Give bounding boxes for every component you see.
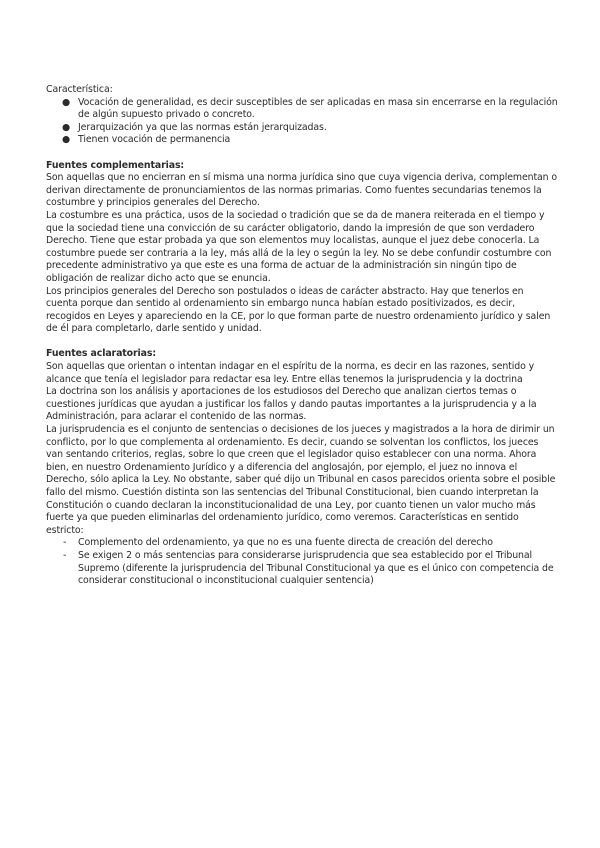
- characteristics-list: [46, 97, 558, 147]
- strict-characteristics-list: [46, 537, 558, 587]
- list-item-text: Jerarquización ya que las normas están jerarquizadas.: [78, 121, 327, 133]
- list-item: [46, 122, 558, 135]
- section-heading-complementarias: Fuentes complementarias:: [46, 159, 185, 171]
- dash-icon: -: [63, 537, 67, 549]
- paragraph: Son aquellas que no encierran en sí misma una norma jurídica sino que cuya vigencia deriva, complementan o derivan directamente de pronunciamientos de las normas primarias. Como fuentes secundarias tenemos la costumbre y principios generales del Derecho.: [46, 172, 558, 209]
- paragraph: La jurisprudencia es el conjunto de sentencias o decisiones de los jueces y magistrados a la hora de dirimir un conflicto, por lo que complementa al ordenamiento. Es decir, cuando se solventan los conflictos, los jueces van sentando criterios, reglas, sobre lo que creen que el legislador quiso establecer con una norma. Ahora bien, en nuestro Ordenamiento Jurídico y a diferencia del anglosajón, por ejemplo, el juez no innova el Derecho, sólo aplica la Ley. No obstante, saber qué dijo un Tribunal en casos parecidos orienta sobre el posible fallo del mismo. Cuestión distinta son las sentencias del Tribunal Constitucional, bien cuando interpretan la Constitución o cuando declaran la inconstitucionalidad de una Ley, por cuanto tienen un valor mucho más fuerte ya que pueden eliminarlas del ordenamiento jurídico, como veremos. Características en sentido estricto:: [46, 424, 556, 536]
- list-item-text: Vocación de generalidad, es decir susceptibles de ser aplicadas en masa sin encerrarse en la regulación de algún supuesto privado o concreto.: [78, 96, 558, 121]
- spacer: [46, 336, 558, 349]
- dash-icon: -: [63, 549, 67, 561]
- list-item-text: Se exigen 2 o más sentencias para considerarse jurisprudencia que sea establecido por el Tribunal Supremo (diferente la jurisprudencia del Tribunal Constitucional ya que es el único con competencia de considerar constitucional o inconstitucional cualquier sentencia): [78, 549, 554, 587]
- list-item: [46, 134, 558, 147]
- paragraph: Son aquellas que orientan o intentan indagar en el espíritu de la norma, es decir en las razones, sentido y alcance que tenía el legislador para redactar esa ley. Entre ellas tenemos la jurisprudencia y la doctrina: [46, 361, 535, 385]
- list-item: [46, 550, 558, 588]
- paragraph: La costumbre es una práctica, usos de la sociedad o tradición que se da de manera reiterada en el tiempo y que la sociedad tiene una convicción de su carácter obligatorio, dando la impresión de que son verdadero Derecho. Tiene que estar probada ya que son elementos muy localistas, aunque el juez debe conocerla. La costumbre puede ser contraria a la ley, más allá de la ley o según la ley. No se debe confundir costumbre con precedente administrativo ya que este es una forma de actuar de la administración sin ningún tipo de obligación de realizar dicho acto que se enuncia.: [46, 209, 552, 284]
- paragraph: La doctrina son los análisis y aportaciones de los estudiosos del Derecho que analizan ciertos temas o cuestiones jurídicas que ayudan a justificar los fallos y dando pautas importantes a la jurisprudencia y a la Administración, para aclarar el contenido de las normas.: [46, 386, 537, 423]
- characteristics-label: Característica:: [46, 84, 113, 95]
- list-item-text: Complemento del ordenamiento, ya que no es una fuente directa de creación del derecho: [78, 537, 493, 549]
- list-item: [46, 97, 558, 122]
- section-heading-aclaratorias: Fuentes aclaratorias:: [46, 348, 157, 360]
- bullet-icon: ●: [62, 96, 71, 108]
- paragraph: Los principios generales del Derecho son postulados o ideas de carácter abstracto. Hay que tenerlos en cuenta porque dan sentido al ordenamiento sin embargo nunca habían estado positivizados, es decir, recogidos en Leyes y apareciendo en la CE, por lo que forman parte de nuestro ordenamiento jurídico y salen de él para completarlo, darle sentido y unidad.: [46, 285, 551, 335]
- list-item: [46, 537, 558, 550]
- spacer: [46, 147, 558, 160]
- list-item-text: Tienen vocación de permanencia: [78, 134, 231, 146]
- document-page: [46, 84, 558, 588]
- bullet-icon: ●: [62, 121, 71, 133]
- bullet-icon: ●: [62, 134, 71, 146]
